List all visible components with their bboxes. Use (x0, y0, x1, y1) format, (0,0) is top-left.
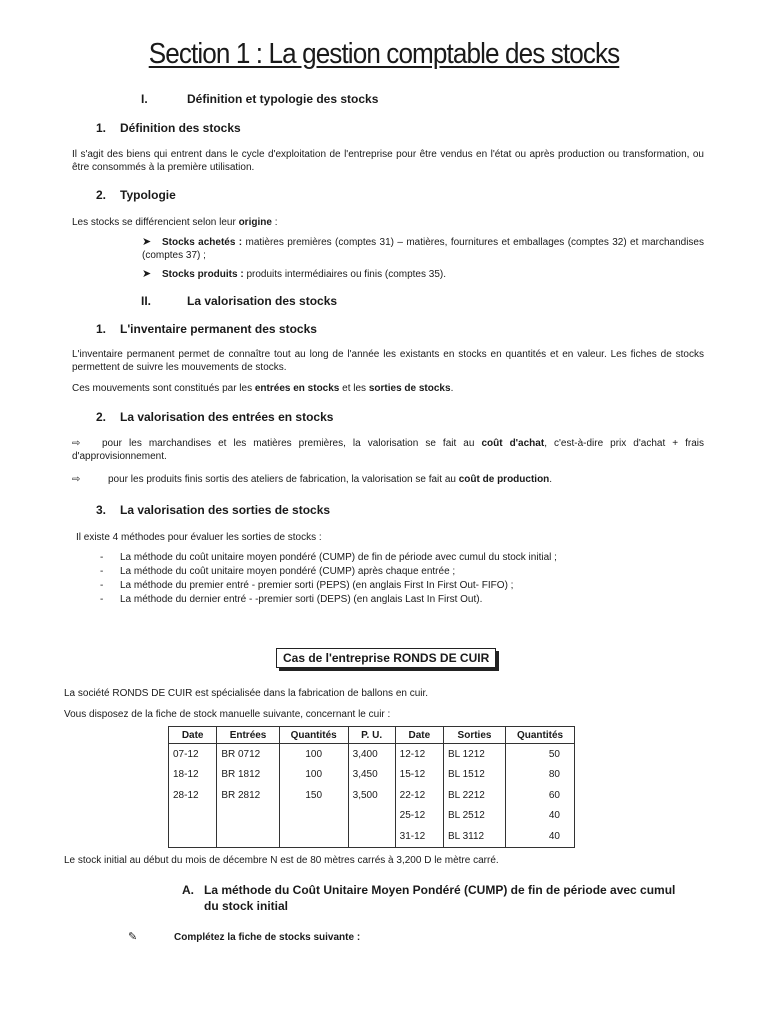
cell: BL 1212 (443, 744, 505, 765)
cell: 150 (279, 785, 348, 806)
pencil-icon: ✎ (128, 931, 138, 943)
list-item: - La méthode du coût unitaire moyen pondéré (CUMP) de fin de période avec cumul du stock initial ; (100, 552, 557, 563)
subsection-heading-definition: 1. Définition des stocks (96, 121, 241, 135)
table-row (169, 806, 575, 827)
cell: 15-12 (395, 765, 443, 786)
col-header-date-in: Date (169, 727, 217, 744)
cell: 40 (506, 806, 575, 827)
cell: 3,450 (348, 765, 395, 786)
subsection-heading-typology: 2. Typologie (96, 188, 176, 202)
col-header-exits: Sorties (443, 727, 505, 744)
cell (169, 806, 217, 827)
cell: 28-12 (169, 785, 217, 806)
col-header-date-out: Date (395, 727, 443, 744)
definition-paragraph: Il s'agit des biens qui entrent dans le cycle d'exploitation de l'entreprise pour être vendus en l'état ou après production ou transformation, ou être consommés à la première utilisation. (72, 149, 704, 173)
cell: BL 2512 (443, 806, 505, 827)
col-header-qty-out: Quantités (506, 727, 575, 744)
col-header-entries: Entrées (217, 727, 279, 744)
method-heading-a: A. La méthode du Coût Unitaire Moyen Pondéré (CUMP) de fin de période avec cumul du stock initial (182, 883, 676, 913)
list-item: - La méthode du premier entré - premier sorti (PEPS) (en anglais First In First Out- FIFO) ; (100, 580, 514, 591)
cell: 12-12 (395, 744, 443, 765)
cell: BR 2812 (217, 785, 279, 806)
table-row (169, 765, 575, 786)
list-item: - La méthode du dernier entré - -premier sorti (DEPS) (en anglais Last In First Out). (100, 594, 483, 605)
cell (279, 826, 348, 847)
cell: 50 (506, 744, 575, 765)
right-arrow-icon: ⇨ (72, 474, 81, 485)
inventory-paragraph: L'inventaire permanent permet de connaître tout au long de l'année les existants en stocks en quantités et en valeur. Les fiches de stocks permettent de suivre les mouvements de stocks. (72, 349, 704, 373)
subsection-heading-entries: 2. La valorisation des entrées en stocks (96, 410, 334, 424)
stock-sheet-table (168, 726, 575, 848)
section-heading-2: II. La valorisation des stocks (141, 294, 338, 308)
right-arrow-icon: ⇨ (72, 438, 81, 449)
page-title: Section 1 : La gestion comptable des stocks (148, 38, 620, 70)
cell (217, 826, 279, 847)
list-item: ➤ Stocks achetés : matières premières (comptes 31) – matières, fournitures et emballages (comptes 32) et marchandises (comptes 37) ; (142, 236, 704, 261)
typology-intro: Les stocks se différencient selon leur origine : (72, 217, 278, 228)
exits-intro: Il existe 4 méthodes pour évaluer les sorties de stocks : (76, 532, 322, 543)
entries-paragraph-1: ⇨ pour les marchandises et les matières premières, la valorisation se fait au coût d'achat, c'est-à-dire prix d'achat + frais d'approvisionnement. (72, 438, 705, 462)
cell: 60 (506, 785, 575, 806)
cell: 25-12 (395, 806, 443, 827)
list-item: ➤ Stocks produits : produits intermédiaires ou finis (comptes 35). (142, 268, 446, 280)
cell (217, 806, 279, 827)
table-row (169, 744, 575, 765)
cell (348, 806, 395, 827)
col-header-unit-price: P. U. (348, 727, 395, 744)
cell: 3,500 (348, 785, 395, 806)
initial-stock-note: Le stock initial au début du mois de décembre N est de 80 mètres carrés à 3,200 D le mètre carré. (64, 855, 499, 866)
cell: 100 (279, 765, 348, 786)
methods-list (100, 551, 704, 607)
list-item: - La méthode du coût unitaire moyen pondéré (CUMP) après chaque entrée ; (100, 566, 456, 577)
cell (279, 806, 348, 827)
arrow-bullet-icon: ➤ (142, 236, 152, 248)
section-heading-1: I. Définition et typologie des stocks (141, 92, 379, 106)
cell: 80 (506, 765, 575, 786)
cell: 100 (279, 744, 348, 765)
cell: 40 (506, 826, 575, 847)
subsection-heading-exits: 3. La valorisation des sorties de stocks (96, 503, 331, 517)
cell: 31-12 (395, 826, 443, 847)
cell: BR 1812 (217, 765, 279, 786)
cell: BR 0712 (217, 744, 279, 765)
cell: 3,400 (348, 744, 395, 765)
cell: 07-12 (169, 744, 217, 765)
cell: BL 2212 (443, 785, 505, 806)
entries-paragraph-2: ⇨ pour les produits finis sortis des ateliers de fabrication, la valorisation se fait au coût de production. (72, 474, 553, 485)
case-paragraph-2: Vous disposez de la fiche de stock manuelle suivante, concernant le cuir : (64, 709, 391, 720)
table-row (169, 785, 575, 806)
cell: BL 1512 (443, 765, 505, 786)
cell: BL 3112 (443, 826, 505, 847)
case-title-box: Cas de l'entreprise RONDS DE CUIR (276, 648, 496, 668)
table-header-row (169, 727, 575, 744)
cell (348, 826, 395, 847)
col-header-qty-in: Quantités (279, 727, 348, 744)
cell (169, 826, 217, 847)
cell: 18-12 (169, 765, 217, 786)
table-row (169, 826, 575, 847)
arrow-bullet-icon: ➤ (142, 268, 152, 280)
task-instruction: ✎ Complétez la fiche de stocks suivante : (128, 931, 361, 943)
case-paragraph-1: La société RONDS DE CUIR est spécialisée dans la fabrication de ballons en cuir. (64, 688, 429, 699)
movements-paragraph: Ces mouvements sont constitués par les entrées en stocks et les sorties de stocks. (72, 383, 454, 394)
cell: 22-12 (395, 785, 443, 806)
subsection-heading-inventory: 1. L'inventaire permanent des stocks (96, 322, 317, 336)
